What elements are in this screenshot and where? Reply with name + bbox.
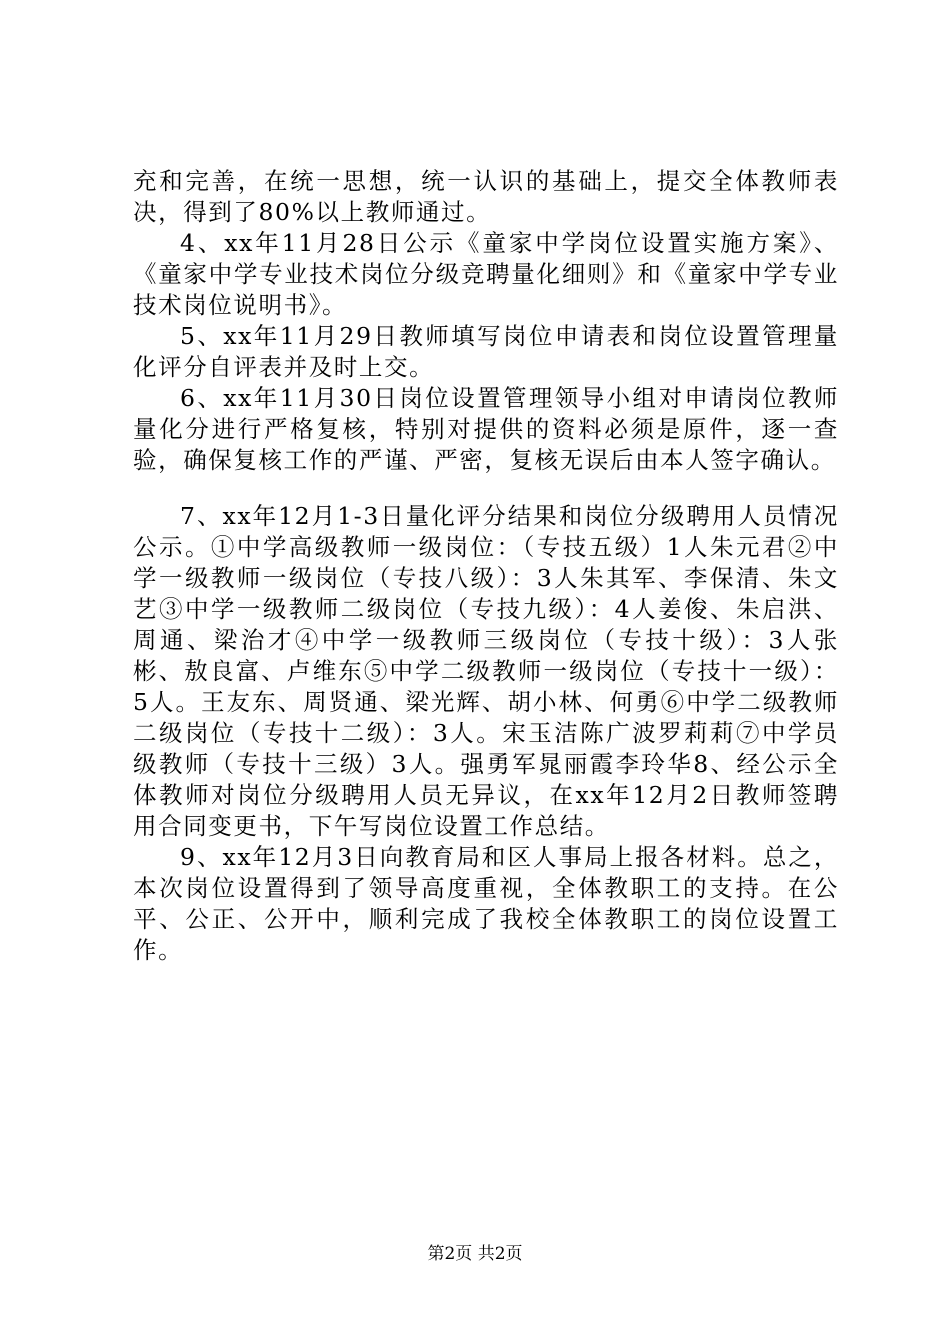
paragraph-item-7: 7、xx年12月1-3日量化评分结果和岗位分级聘用人员情况公示。①中学高级教师一级岗位：（专技五级）1人朱元君②中学一级教师一级岗位（专技八级）：3人朱其军、李保清、朱文艺③中学一级教师二级岗位（专技九级）：4人姜俊、朱启洪、周通、梁治才④中学一级教师三级岗位（专技十级）：3人张彬、敖良富、卢维东⑤中学二级教师一级岗位（专技十一级）：5人。王友东、周贤通、梁光辉、胡小林、何勇⑥中学二级教师二级岗位（专技十二级）：3人。宋玉洁陈广波罗莉莉⑦中学员级教师（专技十三级）3人。强勇军晁丽霞李玲华8、经公示全体教师对岗位分级聘用人员无异议，在xx年12月2日教师签聘用合同变更书，下午写岗位设置工作总结。 (133, 502, 839, 840)
paragraph-item-4: 4、xx年11月28日公示《童家中学岗位设置实施方案》、《童家中学专业技术岗位分级竞聘量化细则》和《童家中学专业技术岗位说明书》。 (133, 229, 839, 319)
paragraph-spacer (133, 476, 839, 501)
paragraph-continuation: 充和完善，在统一思想，统一认识的基础上，提交全体教师表决，得到了80%以上教师通过。 (133, 167, 839, 226)
page-footer: 第2页 共2页 (427, 1244, 523, 1264)
paragraph-item-5: 5、xx年11月29日教师填写岗位申请表和岗位设置管理量化评分自评表并及时上交。 (133, 322, 839, 381)
paragraph-item-6: 6、xx年11月30日岗位设置管理领导小组对申请岗位教师量化分进行严格复核，特别对提供的资料必须是原件，逐一查验，确保复核工作的严谨、严密，复核无误后由本人签字确认。 (133, 384, 839, 474)
paragraph-item-9: 9、xx年12月3日向教育局和区人事局上报各材料。总之，本次岗位设置得到了领导高度重视，全体教职工的支持。在公平、公正、公开中，顺利完成了我校全体教职工的岗位设置工作。 (133, 843, 839, 964)
document-body (133, 166, 839, 966)
